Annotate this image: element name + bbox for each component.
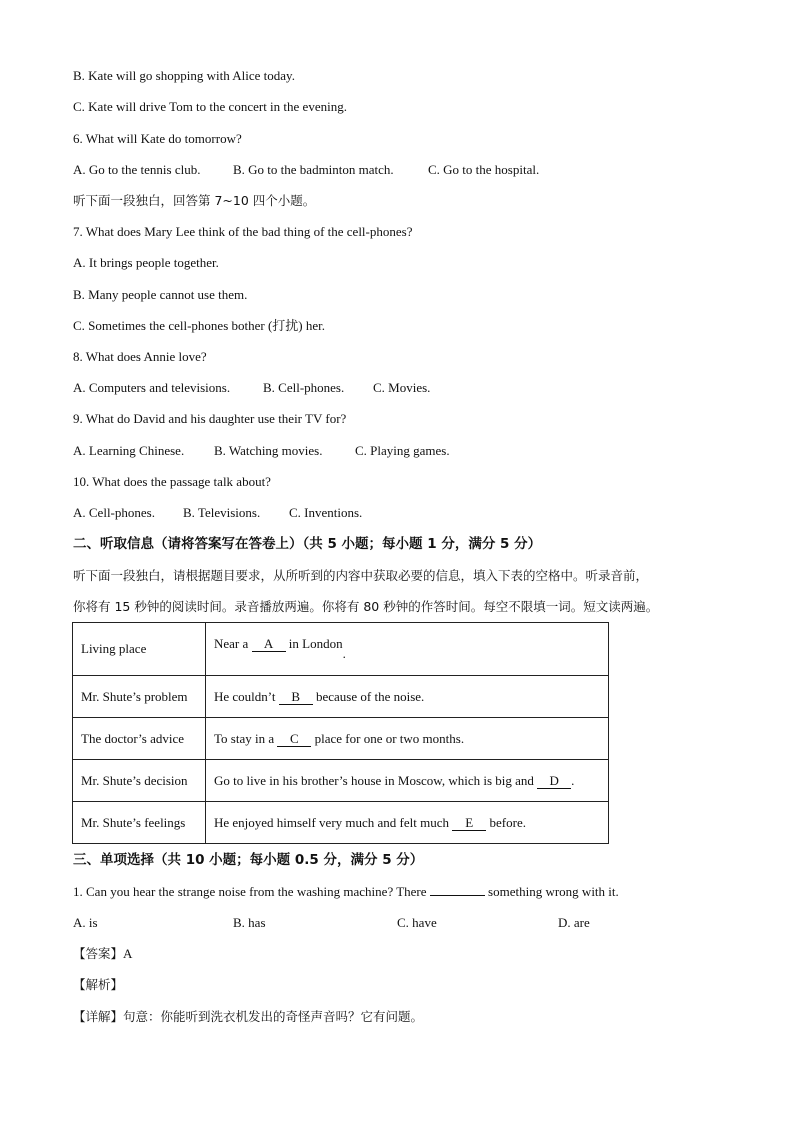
answer-blank-b: B (279, 690, 313, 705)
q6-option-a: A. Go to the tennis club. (73, 162, 201, 177)
table-key: Mr. Shute’s problem (73, 676, 206, 718)
answer-line (73, 946, 132, 962)
s3-q1-option-b: B. has (233, 915, 266, 930)
table-value: Near a A in London. (206, 623, 609, 676)
q9-options (73, 443, 450, 459)
q9-option-b: B. Watching movies. (214, 443, 323, 458)
table-key: The doctor’s advice (73, 718, 206, 760)
q7-option-b: B. Many people cannot use them. (73, 287, 248, 302)
analysis-label: 【解析】 (73, 977, 124, 992)
q10-options (73, 505, 362, 521)
q9-question: 9. What do David and his daughter use their TV for? (73, 411, 347, 426)
table-value: He couldn’t B because of the noise. (206, 676, 609, 718)
section2-title: 二、听取信息（请将答案写在答卷上）（共 5 小题；每小题 1 分，满分 5 分） (73, 536, 542, 552)
q8-option-b: B. Cell-phones. (263, 380, 345, 395)
q10-option-a: A. Cell-phones. (73, 505, 155, 520)
answer-blank-c: C (277, 732, 311, 747)
detail-text: 句意：你能听到洗衣机发出的奇怪声音吗？它有问题。 (123, 1009, 424, 1024)
table-row (73, 760, 609, 802)
q10-option-c: C. Inventions. (289, 505, 363, 520)
q5-option-c: C. Kate will drive Tom to the concert in the evening. (73, 99, 347, 114)
answer-blank-e: E (452, 816, 486, 831)
q9-option-c: C. Playing games. (355, 443, 450, 458)
analysis-line (73, 977, 123, 993)
answer-blank-d: D (537, 774, 571, 789)
detail-line (73, 1009, 423, 1025)
q9-option-a: A. Learning Chinese. (73, 443, 185, 458)
q6-option-b: B. Go to the badminton match. (233, 162, 394, 177)
q10-option-b: B. Televisions. (183, 505, 261, 520)
s3-q1-option-a: A. is (73, 915, 98, 930)
q6-question: 6. What will Kate do tomorrow? (73, 131, 242, 146)
table-row (73, 718, 609, 760)
table-value: To stay in a C place for one or two months. (206, 718, 609, 760)
table-row (73, 802, 609, 844)
answer-value: A (123, 946, 133, 961)
table-key: Mr. Shute’s decision (73, 760, 206, 802)
q10-question: 10. What does the passage talk about? (73, 474, 271, 489)
answer-label: 【答案】 (73, 946, 124, 961)
table-key: Mr. Shute’s feelings (73, 802, 206, 844)
detail-label: 【详解】 (73, 1009, 124, 1024)
section2-instructions-line1: 听下面一段独白，请根据题目要求，从所听到的内容中获取必要的信息，填入下表的空格中。听录音前， (73, 568, 649, 583)
table-key: Living place (73, 623, 206, 676)
s3-q1-option-d: D. are (558, 915, 590, 930)
s3-q1-gap (430, 883, 485, 896)
q8-question: 8. What does Annie love? (73, 349, 207, 364)
info-table (72, 622, 609, 844)
q7-option-a: A. It brings people together. (73, 255, 219, 270)
q5-option-b: B. Kate will go shopping with Alice today. (73, 68, 295, 83)
s3-q1-question: 1. Can you hear the strange noise from the washing machine? There something wrong with it. (73, 884, 619, 899)
q6-option-c: C. Go to the hospital. (428, 162, 540, 177)
table-row (73, 676, 609, 718)
section3-title: 三、单项选择（共 10 小题；每小题 0.5 分，满分 5 分） (73, 852, 424, 868)
q7-question: 7. What does Mary Lee think of the bad thing of the cell-phones? (73, 224, 413, 239)
s3-q1-options (73, 915, 590, 931)
table-value: He enjoyed himself very much and felt much E before. (206, 802, 609, 844)
table-value: Go to live in his brother’s house in Moscow, which is big and D . (206, 760, 609, 802)
instruction-7-10: 听下面一段独白，回答第 7~10 四个小题。 (73, 193, 316, 208)
answer-blank-a: A (252, 637, 286, 652)
q8-option-c: C. Movies. (373, 380, 431, 395)
q8-options (73, 380, 430, 396)
q6-options (73, 162, 539, 178)
s3-q1-option-c: C. have (397, 915, 437, 930)
table-row (73, 623, 609, 676)
section2-instructions-line2: 你将有 15 秒钟的阅读时间。录音播放两遍。你将有 80 秒钟的作答时间。每空不限填一词。短文读两遍。 (73, 599, 659, 614)
q8-option-a: A. Computers and televisions. (73, 380, 231, 395)
q7-option-c: C. Sometimes the cell-phones bother (打扰) her. (73, 318, 326, 333)
